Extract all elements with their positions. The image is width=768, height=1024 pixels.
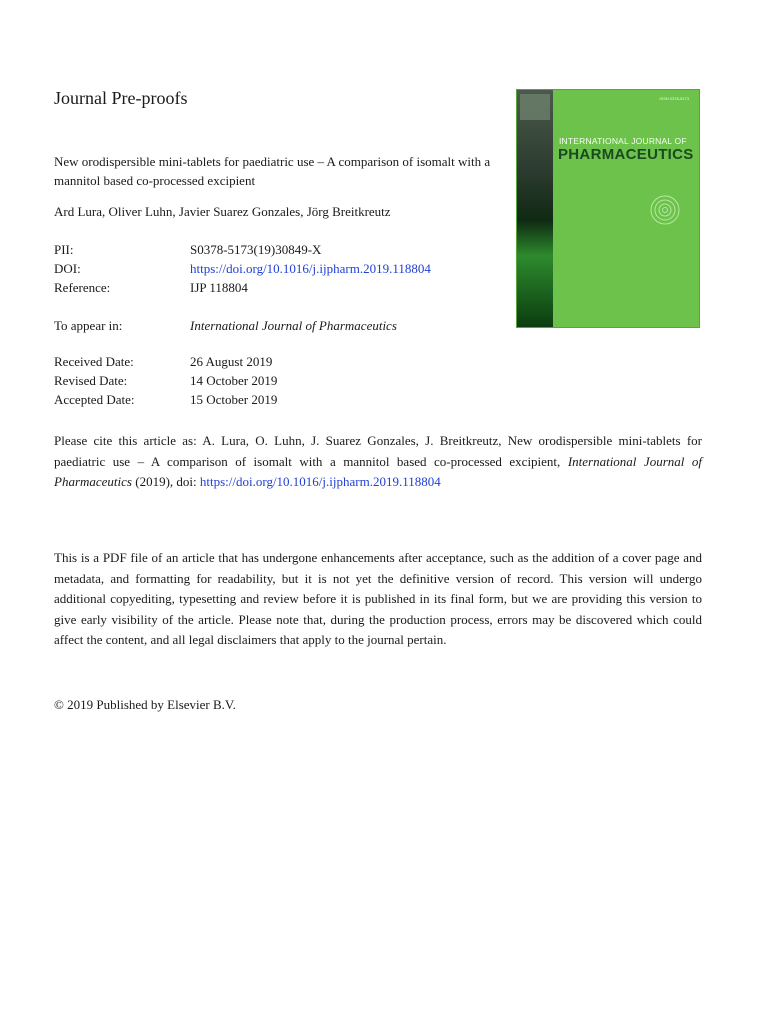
appear-journal: International Journal of Pharmaceutics <box>190 318 397 333</box>
reference-value: IJP 118804 <box>190 280 248 295</box>
cover-circle-emblem-icon <box>649 194 681 226</box>
accepted-row <box>54 390 277 409</box>
doi-label: DOI: <box>54 261 81 276</box>
revised-label: Revised Date: <box>54 373 128 388</box>
citation-text-1: Please cite this article as: A. Lura, O. Luhn, J. Suarez Gonzales, J. Breitkreutz, New orodispersible mini-tablets for paediatric use – A comparison of isomalt with a mannitol based co-processed excipient, <box>54 433 702 469</box>
pii-label: PII: <box>54 242 74 257</box>
appear-label: To appear in: <box>54 318 123 333</box>
citation-text-2: (2019), doi: <box>131 474 200 489</box>
reference-row <box>54 278 431 297</box>
cover-journal-line2: PHARMACEUTICS <box>558 146 694 163</box>
journal-cover-image <box>516 89 700 328</box>
reference-label: Reference: <box>54 280 111 295</box>
article-title: New orodispersible mini-tablets for paediatric use – A comparison of isomalt with a mannitol based co-processed excipient <box>54 154 491 188</box>
received-label: Received Date: <box>54 354 134 369</box>
cover-issn: ISSN 0378-5173 <box>659 96 689 101</box>
pii-value: S0378-5173(19)30849-X <box>190 242 322 257</box>
pii-row <box>54 240 431 259</box>
revised-row <box>54 371 277 390</box>
identifiers-block <box>54 240 431 297</box>
accepted-value: 15 October 2019 <box>190 392 278 407</box>
received-row <box>54 352 277 371</box>
elsevier-logo <box>520 94 550 120</box>
cover-test-tube-photo <box>517 90 553 327</box>
dates-block <box>54 352 277 409</box>
cover-journal-line1: INTERNATIONAL JOURNAL OF <box>559 136 687 146</box>
notice-paragraph: This is a PDF file of an article that has undergone enhancements after acceptance, such as the addition of a cover page and metadata, and formatting for readability, but it is not yet the definitive version of record. This version will undergo additional copyediting, typesetting and review before it is published in its final form, but we are providing this version to give early visibility of the article. Please note that, during the production process, errors may be discovered which could affect the content, and all legal disclaimers that apply to the journal pertain. <box>54 550 702 647</box>
page-heading: Journal Pre-proofs <box>54 88 188 108</box>
received-value: 26 August 2019 <box>190 354 273 369</box>
article-authors: Ard Lura, Oliver Luhn, Javier Suarez Gonzales, Jörg Breitkreutz <box>54 204 391 219</box>
doi-link[interactable]: https://doi.org/10.1016/j.ijpharm.2019.118804 <box>190 261 431 276</box>
revised-value: 14 October 2019 <box>190 373 278 388</box>
citation-paragraph <box>54 431 702 493</box>
accepted-label: Accepted Date: <box>54 392 135 407</box>
doi-row <box>54 259 431 278</box>
appear-block <box>54 316 397 335</box>
appear-row <box>54 316 397 335</box>
copyright-line: © 2019 Published by Elsevier B.V. <box>54 697 236 712</box>
citation-doi-link[interactable]: https://doi.org/10.1016/j.ijpharm.2019.118804 <box>199 474 441 489</box>
citation-journal: International Journal of Pharmaceutics <box>54 453 702 489</box>
